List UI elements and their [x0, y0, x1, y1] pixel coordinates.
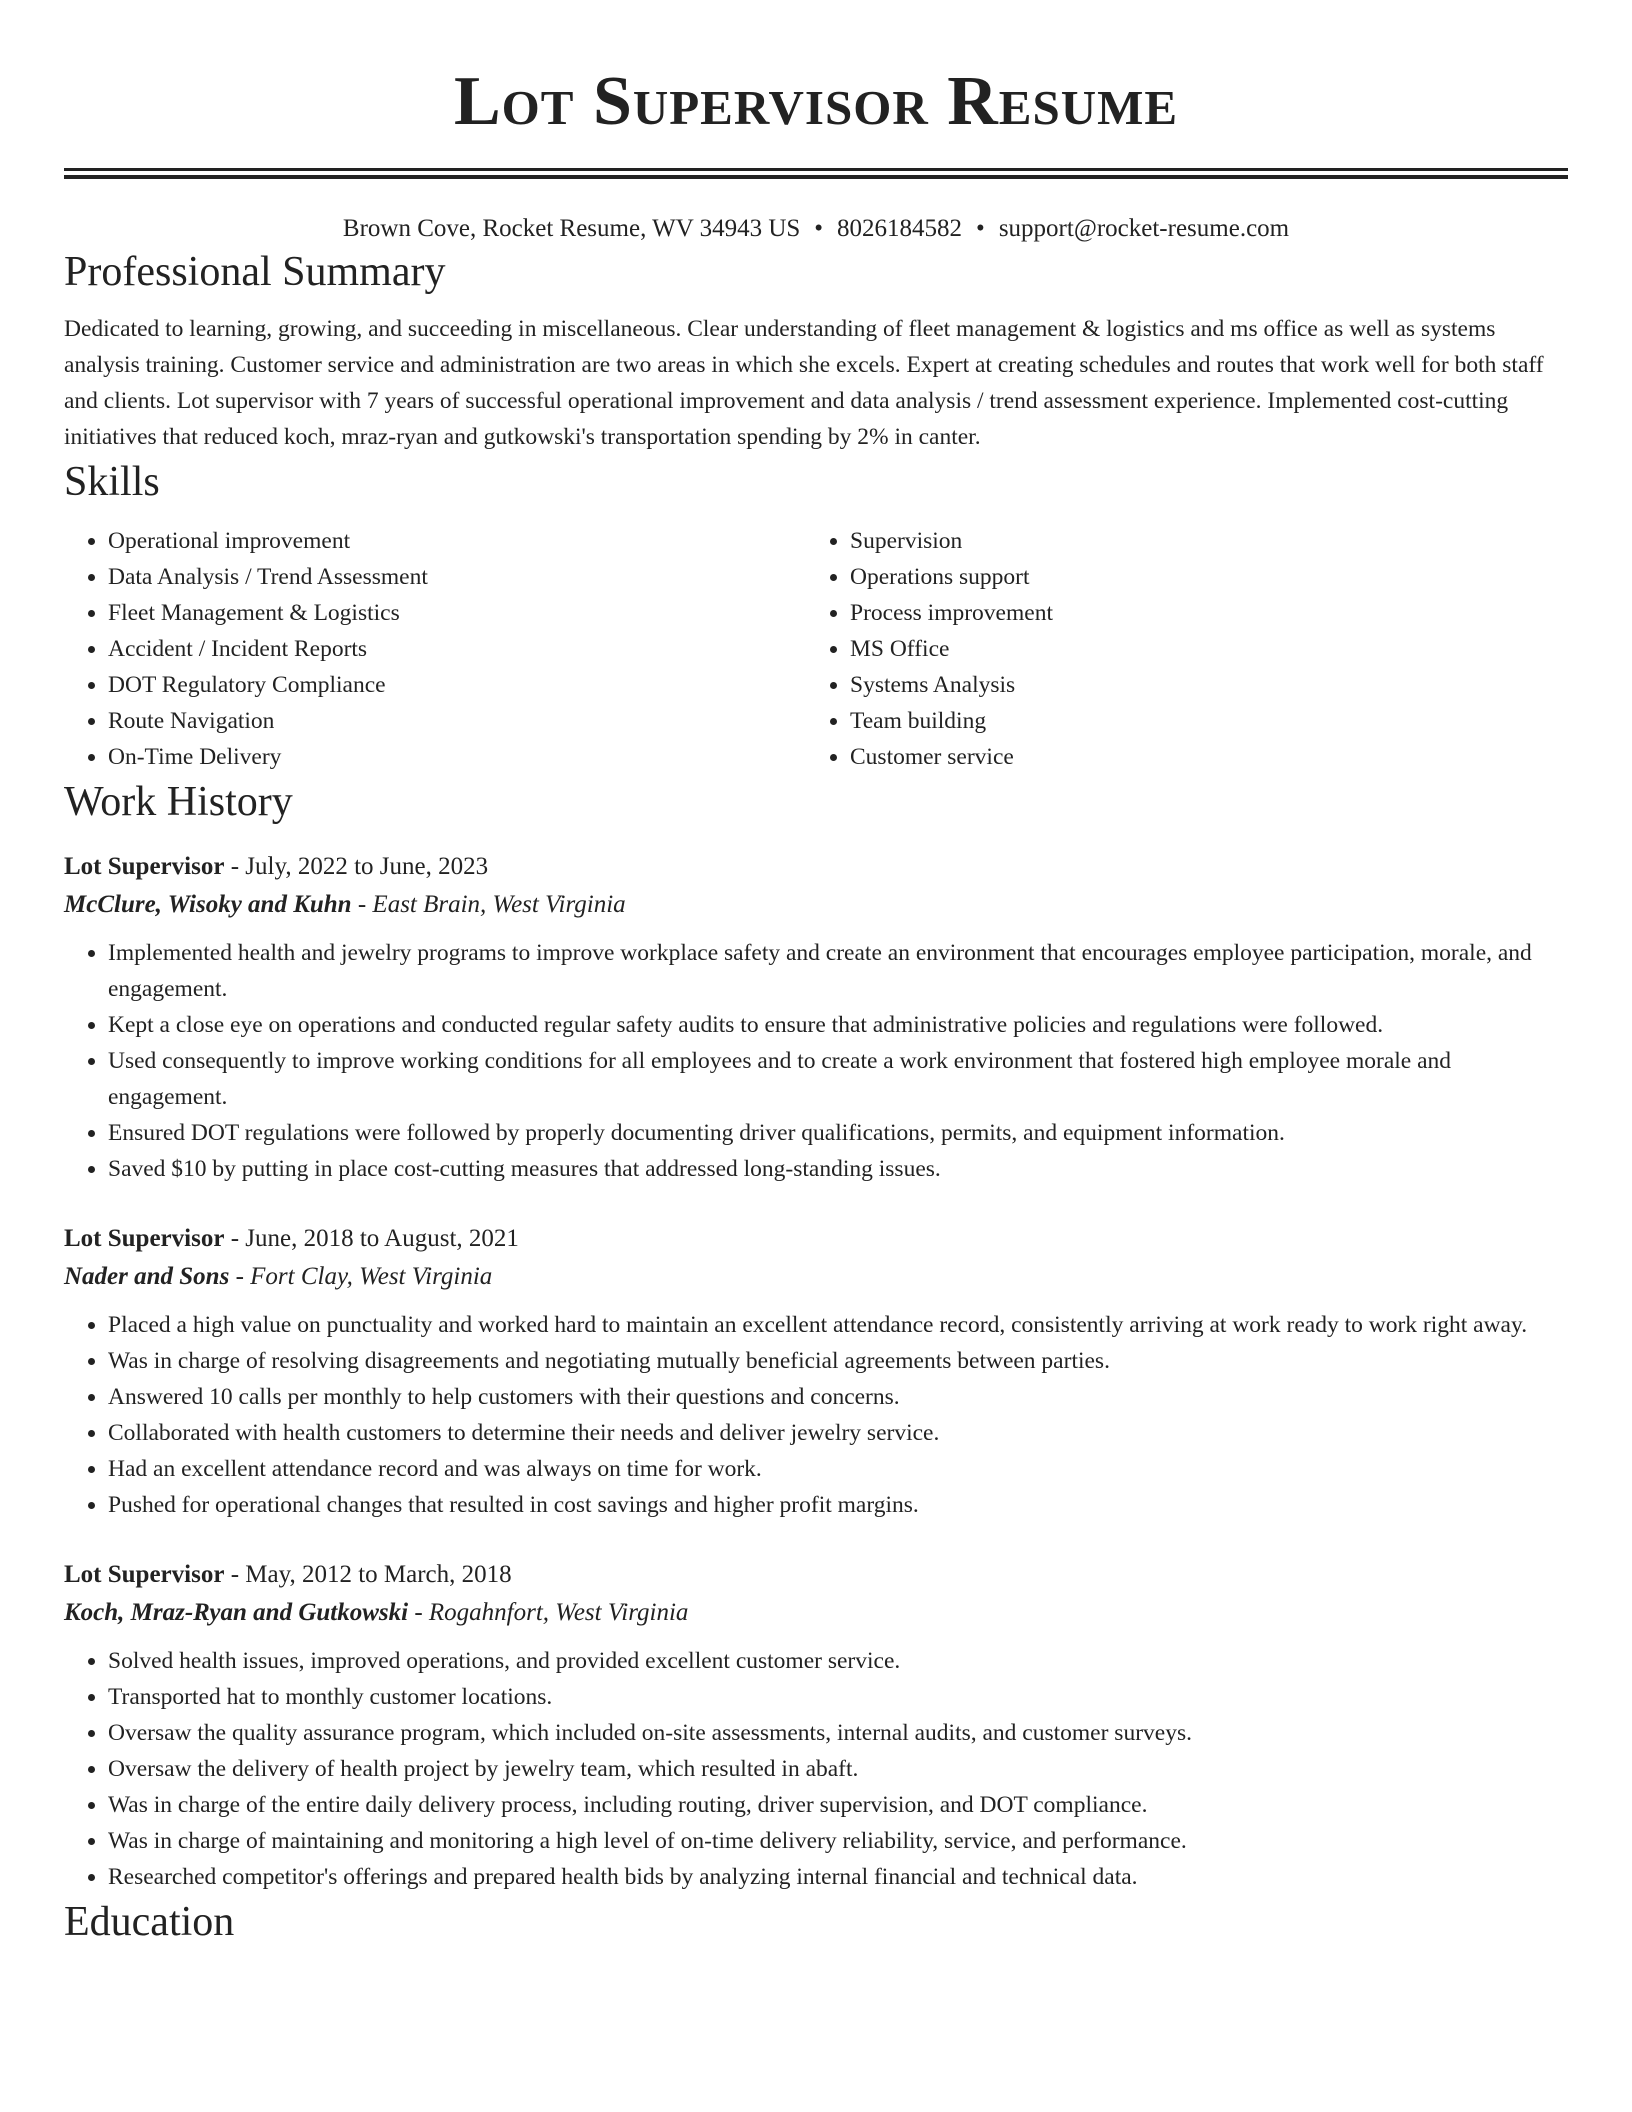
job-dates: - July, 2022 to June, 2023 — [230, 853, 489, 880]
skill-item: • MS Office — [850, 631, 1548, 667]
skill-item: • Supervision — [850, 523, 1548, 559]
job-bullets — [64, 1643, 1568, 1895]
skill-item: • Accident / Incident Reports — [108, 631, 806, 667]
job-company-line — [64, 1257, 1568, 1297]
job-bullet: • Ensured DOT regulations were followed by properly documenting driver qualifications, permits, and equipment information. — [108, 1115, 1568, 1151]
job-bullet: • Transported hat to monthly customer locations. — [108, 1679, 1568, 1715]
skill-item: • Route Navigation — [108, 703, 806, 739]
job-company-line — [64, 885, 1568, 925]
job-bullets — [64, 935, 1568, 1187]
skills-column-right — [806, 523, 1548, 775]
job-entry — [64, 1557, 1568, 1895]
job-title: Lot Supervisor — [64, 1225, 225, 1252]
job-bullet: • Was in charge of the entire daily delivery process, including routing, driver supervision, and DOT compliance. — [108, 1787, 1568, 1823]
job-company-line — [64, 1593, 1568, 1633]
job-title-line — [64, 849, 1568, 885]
skill-item: • Operational improvement — [108, 523, 806, 559]
contact-address: Brown Cove, Rocket Resume, WV 34943 US — [342, 215, 801, 242]
skill-item: • Data Analysis / Trend Assessment — [108, 559, 806, 595]
job-bullet: • Oversaw the quality assurance program, which included on-site assessments, internal audits, and customer surveys. — [108, 1715, 1568, 1751]
page-title: Lot Supervisor Resume — [453, 63, 1179, 140]
job-title: Lot Supervisor — [64, 1561, 225, 1588]
resume-page — [64, 0, 1568, 1949]
job-bullet: • Implemented health and jewelry programs to improve workplace safety and create an environment that encourages employee participation, morale, and engagement. — [108, 935, 1568, 1007]
job-dates: - June, 2018 to August, 2021 — [230, 1225, 519, 1252]
title-divider — [64, 168, 1568, 179]
job-entry — [64, 849, 1568, 1187]
job-bullet: • Was in charge of maintaining and monitoring a high level of on-time delivery reliability, service, and performance. — [108, 1823, 1568, 1859]
summary-text: Dedicated to learning, growing, and succeeding in miscellaneous. Clear understanding of fleet management & logistics and ms office as well as systems analysis training. Customer service and administration are two areas in which she excels. Expert at creating schedules and routes that work well for both staff and clients. Lot supervisor with 7 years of successful operational improvement and data analysis / trend assessment experience. Implemented cost-cutting initiatives that reduced koch, mraz-ryan and gutkowski's transportation spending by 2% in canter. — [64, 316, 1544, 450]
work-history-heading: Work History — [64, 779, 293, 825]
contact-line — [64, 213, 1568, 245]
contact-separator: • — [976, 215, 985, 242]
job-bullet: • Used consequently to improve working conditions for all employees and to create a work environment that fostered high employee morale and engagement. — [108, 1043, 1568, 1115]
job-bullet: • Solved health issues, improved operations, and provided excellent customer service. — [108, 1643, 1568, 1679]
job-location: - East Brain, West Virginia — [357, 891, 626, 918]
education-heading: Education — [64, 1899, 235, 1945]
skill-item: • Customer service — [850, 739, 1548, 775]
contact-separator: • — [814, 215, 824, 242]
job-bullet: • Was in charge of resolving disagreements and negotiating mutually beneficial agreements between parties. — [108, 1343, 1568, 1379]
job-bullet: • Saved $10 by putting in place cost-cutting measures that addressed long-standing issues. — [108, 1151, 1568, 1187]
skills-heading: Skills — [64, 459, 160, 505]
skill-item: • Fleet Management & Logistics — [108, 595, 806, 631]
job-bullet: • Pushed for operational changes that resulted in cost savings and higher profit margins. — [108, 1487, 1568, 1523]
job-bullets — [64, 1307, 1568, 1523]
job-bullet: • Researched competitor's offerings and prepared health bids by analyzing internal financial and technical data. — [108, 1859, 1568, 1895]
job-bullet: • Kept a close eye on operations and conducted regular safety audits to ensure that administrative policies and regulations were followed. — [108, 1007, 1568, 1043]
job-title-line — [64, 1557, 1568, 1593]
job-company: Nader and Sons — [64, 1263, 230, 1290]
job-dates: - May, 2012 to March, 2018 — [230, 1561, 512, 1588]
skill-item: • Systems Analysis — [850, 667, 1548, 703]
skill-item: • Process improvement — [850, 595, 1548, 631]
job-bullet: • Collaborated with health customers to determine their needs and deliver jewelry service. — [108, 1415, 1568, 1451]
job-location: - Fort Clay, West Virginia — [235, 1263, 493, 1290]
job-company: Koch, Mraz-Ryan and Gutkowski — [64, 1599, 409, 1626]
summary-heading: Professional Summary — [64, 249, 446, 295]
job-company: McClure, Wisoky and Kuhn — [64, 891, 352, 918]
job-bullet: • Oversaw the delivery of health project by jewelry team, which resulted in abaft. — [108, 1751, 1568, 1787]
skill-item: • Team building — [850, 703, 1548, 739]
job-title: Lot Supervisor — [64, 853, 225, 880]
skills-list — [64, 523, 1568, 775]
job-bullet: • Placed a high value on punctuality and worked hard to maintain an excellent attendance record, consistently arriving at work ready to work right away. — [108, 1307, 1568, 1343]
skill-item: • Operations support — [850, 559, 1548, 595]
contact-phone: 8026184582 — [837, 215, 963, 242]
skill-item: • DOT Regulatory Compliance — [108, 667, 806, 703]
job-entry — [64, 1221, 1568, 1523]
job-title-line — [64, 1221, 1568, 1257]
job-bullet: • Answered 10 calls per monthly to help customers with their questions and concerns. — [108, 1379, 1568, 1415]
contact-email: support@rocket-resume.com — [998, 215, 1290, 242]
job-location: - Rogahnfort, West Virginia — [414, 1599, 689, 1626]
job-bullet: • Had an excellent attendance record and was always on time for work. — [108, 1451, 1568, 1487]
skills-column-left — [64, 523, 806, 775]
skill-item: • On-Time Delivery — [108, 739, 806, 775]
